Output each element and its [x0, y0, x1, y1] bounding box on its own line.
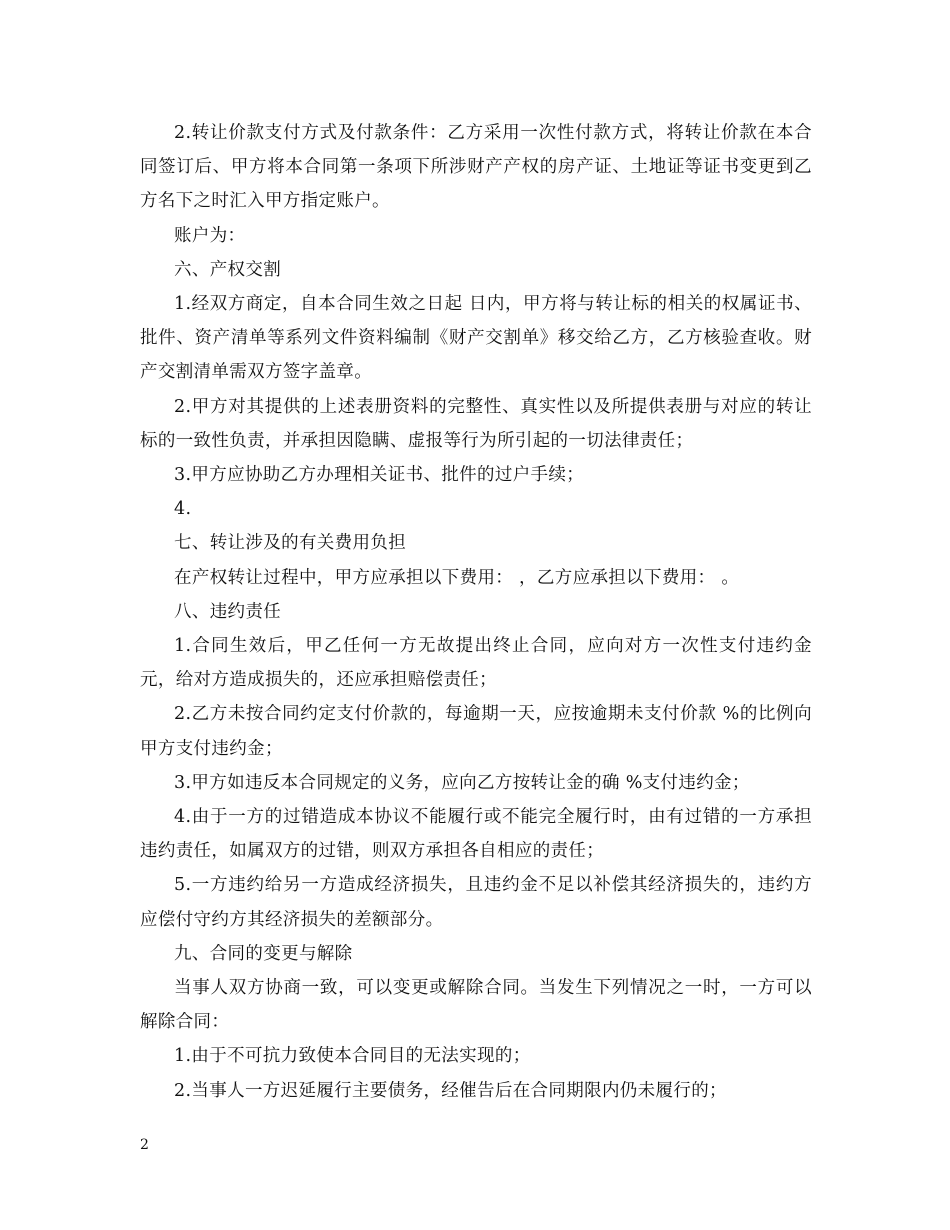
paragraph-liability-1: 1.合同生效后，甲乙任何一方无故提出终止合同，应向对方一次性支付违约金元，给对方造成损失的，还应承担赔偿责任；	[140, 636, 812, 691]
paragraph-liability-2: 2.乙方未按合同约定支付价款的，每逾期一天，应按逾期未支付价款 %的比例向甲方支付违约金；	[140, 704, 812, 759]
paragraph-amendment-intro: 当事人双方协商一致，可以变更或解除合同。当发生下列情况之一时，一方可以解除合同：	[140, 978, 812, 1033]
section-heading-transfer-costs: 七、转让涉及的有关费用负担	[174, 533, 407, 554]
page-number: 2	[140, 1137, 149, 1153]
paragraph-liability-3: 3.甲方如违反本合同规定的义务，应向乙方按转让金的确 %支付违约金；	[174, 772, 750, 793]
paragraph-payment-terms: 2.转让价款支付方式及付款条件：乙方采用一次性付款方式，将转让价款在本合同签订后、甲方将本合同第一条项下所涉财产产权的房产证、土地证等证书变更到乙方名下之时汇入甲方指定账户。	[140, 123, 812, 212]
paragraph-transfer-costs: 在产权转让过程中，甲方应承担以下费用： ，乙方应承担以下费用： 。	[174, 567, 740, 588]
paragraph-delivery-2: 2.甲方对其提供的上述表册资料的完整性、真实性以及所提供表册与对应的转让标的一致性负责，并承担因隐瞒、虚报等行为所引起的一切法律责任；	[140, 396, 812, 451]
paragraph-amendment-1: 1.由于不可抗力致使本合同目的无法实现的；	[174, 1046, 531, 1067]
document-body	[140, 116, 812, 1108]
paragraph-liability-4: 4.由于一方的过错造成本协议不能履行或不能完全履行时，由有过错的一方承担违约责任，如属双方的过错，则双方承担各自相应的责任；	[140, 807, 812, 862]
paragraph-account: 账户为：	[174, 225, 246, 246]
section-heading-amendment: 九、合同的变更与解除	[174, 943, 353, 964]
paragraph-liability-5: 5.一方违约给另一方造成经济损失，且违约金不足以补偿其经济损失的，违约方应偿付守约方其经济损失的差额部分。	[140, 875, 812, 930]
paragraph-delivery-4: 4.	[174, 499, 192, 520]
section-heading-liability: 八、违约责任	[174, 601, 282, 622]
paragraph-delivery-1: 1.经双方商定，自本合同生效之日起 日内，甲方将与转让标的相关的权属证书、批件、资产清单等系列文件资料编制《财产交割单》移交给乙方，乙方核验查收。财产交割清单需双方签字盖章。	[140, 294, 812, 383]
paragraph-amendment-2: 2.当事人一方迟延履行主要债务，经催告后在合同期限内仍未履行的；	[174, 1080, 727, 1101]
section-heading-property-delivery: 六、产权交割	[174, 259, 282, 280]
paragraph-delivery-3: 3.甲方应协助乙方办理相关证书、批件的过户手续；	[174, 465, 585, 486]
